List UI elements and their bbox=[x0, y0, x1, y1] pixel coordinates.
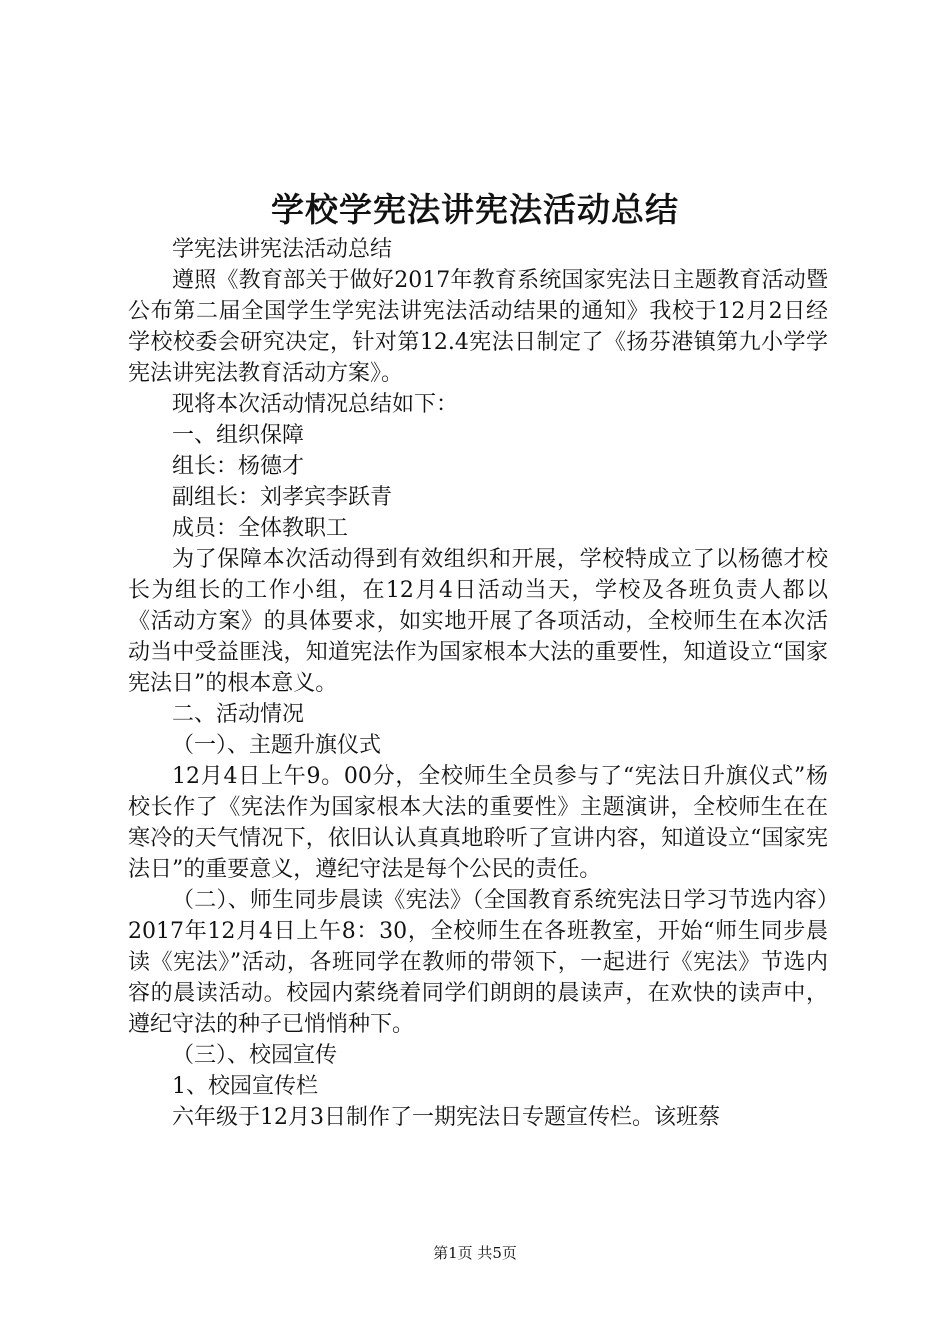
paragraph: 副组长：刘孝宾李跃青 bbox=[172, 485, 393, 510]
subsection-heading: （一）、主题升旗仪式 bbox=[172, 733, 382, 758]
paragraph: 六年级于12月3日制作了一期宪法日专题宣传栏。该班蔡 bbox=[172, 1105, 720, 1130]
section-heading: 二、活动情况 bbox=[172, 702, 305, 727]
paragraph: 成员：全体教职工 bbox=[172, 516, 349, 541]
paragraph: 12月4日上午9。00分，全校师生全员参与了“宪法日升旗仪式”杨校长作了《宪法作为国家根本大法的重要性》主题演讲，全校师生在在寒冷的天气情况下，依旧认认真真地聆听了宣讲内容，知道设立“国家宪法日”的重要意义，遵纪守法是每个公民的责任。 bbox=[128, 764, 828, 882]
paragraph: 遵照《教育部关于做好2017年教育系统国家宪法日主题教育活动暨公布第二届全国学生学宪法讲宪法活动结果的通知》我校于12月2日经学校校委会研究决定，针对第12.4宪法日制定了《扬芬港镇第九小学学宪法讲宪法教育活动方案》。 bbox=[128, 268, 828, 386]
paragraph: 学宪法讲宪法活动总结 bbox=[172, 237, 393, 262]
document-body bbox=[128, 234, 828, 1133]
section-heading: 一、组织保障 bbox=[172, 423, 305, 448]
paragraph: （二）、师生同步晨读《宪法》（全国教育系统宪法日学习节选内容）2017年12月4日上午8：30，全校师生在各班教室，开始“师生同步晨读《宪法》”活动，各班同学在教师的带领下，一起进行《宪法》节选内容的晨读活动。校园内萦绕着同学们朗朗的晨读声，在欢快的读声中，遵纪守法的种子已悄悄种下。 bbox=[128, 888, 828, 1037]
subsection-heading: （三）、校园宣传 bbox=[172, 1043, 338, 1068]
document-title: 学校学宪法讲宪法活动总结 bbox=[271, 190, 679, 229]
paragraph: 为了保障本次活动得到有效组织和开展，学校特成立了以杨德才校长为组长的工作小组，在12月4日活动当天，学校及各班负责人都以《活动方案》的具体要求，如实地开展了各项活动，全校师生在本次活动当中受益匪浅，知道宪法作为国家根本大法的重要性，知道设立“国家宪法日”的根本意义。 bbox=[128, 547, 828, 696]
paragraph: 现将本次活动情况总结如下： bbox=[172, 392, 459, 417]
page-number: 第1页 共5页 bbox=[433, 1244, 517, 1262]
paragraph: 1、校园宣传栏 bbox=[172, 1074, 318, 1099]
paragraph: 组长：杨德才 bbox=[172, 454, 305, 479]
